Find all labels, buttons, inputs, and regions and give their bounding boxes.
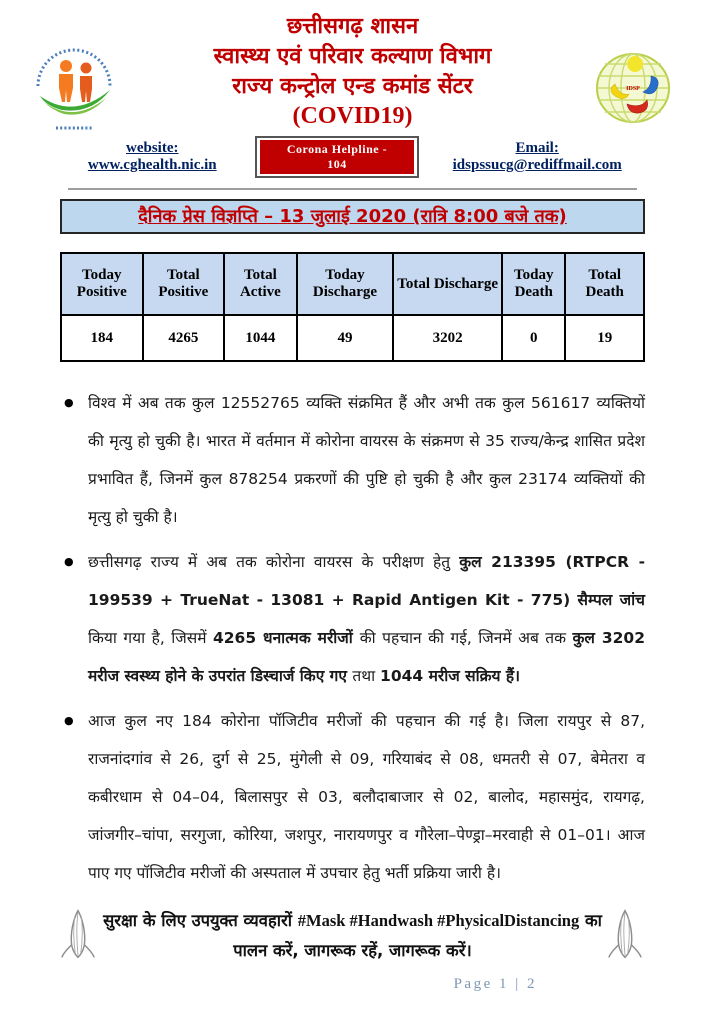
stats-header-cell: Total Death: [565, 253, 644, 315]
nhm-emblem-icon: [28, 40, 120, 136]
bullet-paragraph: ● छत्तीसगढ़ राज्य में अब तक कोरोना वायरस के परीक्षण हेतु कुल 213395 (RTPCR - 199539 + TrueNat - 13081 + Rapid Antigen Kit - 775) सैम्पल जांच किया गया है, जिसमें 4265 धनात्मक मरीजों की पहचान की गई, जिनमें अब तक कुल 3202 मरीज स्वस्थ्य होने के उपरांत डिस्चार्ज किए गए तथा 1044 मरीज सक्रिय हैं।: [60, 543, 645, 695]
covid-stats-table: [60, 252, 645, 362]
stats-value-cell: 19: [565, 315, 644, 361]
safety-message-hindi-1: सुरक्षा के लिए उपयुक्त व्यवहारों: [103, 911, 298, 930]
contact-row: [60, 136, 645, 178]
header-dept-line: स्वास्थ्य एवं परिवार कल्याण विभाग: [213, 44, 492, 69]
header-divider: [68, 188, 637, 190]
stats-header-cell: Today Death: [502, 253, 565, 315]
stats-header-cell: Today Positive: [61, 253, 143, 315]
bullet-paragraph: ● आज कुल नए 184 कोरोना पॉजिटीव मरीजों की पहचान की गई है। जिला रायपुर से 87, राजनांदगांव से 26, दुर्ग से 25, मुंगेली से 09, गरियाबंद से 08, धमतरी से 07, बेमेतरा व कबीरधाम से 04–04, बिलासपुर से 03, बलौदाबाजार से 02, बालोद, महासमुंद, रायगढ़, जांजगीर–चांपा, सरगुजा, कोरिया, जशपुर, नारायणपुर व गौरेला–पेण्ड्रा–मरवाही से 01–01। आज पाए गए पॉजिटीव मरीजों की अस्पताल में उपचार हेतु भर्ती प्रक्रिया जारी है।: [60, 702, 645, 892]
bullet-list: [60, 384, 645, 892]
stats-value-cell: 3202: [393, 315, 502, 361]
bullet-paragraph: ● विश्व में अब तक कुल 12552765 व्यक्ति संक्रमित हैं और अभी तक कुल 561617 व्यक्तियों की मृत्यु हो चुकी है। भारत में वर्तमान में कोरोना वायरस के संक्रमण से 35 राज्य/केन्द्र शासित प्रदेश प्रभावित हैं, जिनमें कुल 878254 प्रकरणों की पुष्टि हो चुकी है और कुल 23174 व्यक्तियों की मृत्यु हो चुकी है।: [60, 384, 645, 536]
idsp-logo: [593, 48, 673, 132]
page-number: Page 1 | 2: [453, 976, 537, 992]
stats-value-cell: 184: [61, 315, 143, 361]
stats-header-cell: Today Discharge: [297, 253, 394, 315]
stats-header-row: [61, 253, 644, 315]
corona-helpline-badge: [255, 136, 420, 178]
stats-value-cell: 1044: [224, 315, 296, 361]
stats-value-cell: 0: [502, 315, 565, 361]
safety-message-hindi-2: का पालन करें, जागरूक रहें, जागरूक करें।: [233, 911, 602, 960]
namaste-hands-icon: [607, 908, 645, 964]
safety-message: [98, 906, 607, 966]
stats-header-cell: Total Positive: [143, 253, 225, 315]
document-header: [60, 12, 645, 178]
press-release-title-banner: [60, 199, 645, 234]
safety-footer: [60, 906, 645, 966]
header-center-line: राज्य कन्ट्रोल एन्ड कमांड सेंटर: [232, 74, 473, 99]
svg-text:IDSP: IDSP: [626, 86, 640, 92]
nhm-logo: [28, 40, 120, 140]
stats-value-cell: 4265: [143, 315, 225, 361]
header-gov-line: छत्तीसगढ़ शासन: [286, 14, 419, 39]
safety-hashtags: #Mask #Handwash #PhysicalDistancing: [297, 911, 580, 930]
website-link[interactable]: website: www.cghealth.nic.in: [87, 140, 217, 173]
email-link[interactable]: Email: idspssucg@rediffmail.com: [452, 140, 622, 173]
stats-header-cell: Total Discharge: [393, 253, 502, 315]
header-covid-line: (COVID19): [292, 103, 413, 129]
stats-value-cell: 49: [297, 315, 394, 361]
namaste-hands-icon: [60, 908, 98, 964]
stats-value-row: [61, 315, 644, 361]
idsp-globe-icon: [593, 48, 673, 128]
stats-header-cell: Total Active: [224, 253, 296, 315]
corona-helpline-label: Corona Helpline - 104: [260, 140, 415, 174]
press-release-title: दैनिक प्रेस विज्ञप्ति – 13 जुलाई 2020 (रात्रि 8:00 बजे तक): [138, 206, 567, 227]
